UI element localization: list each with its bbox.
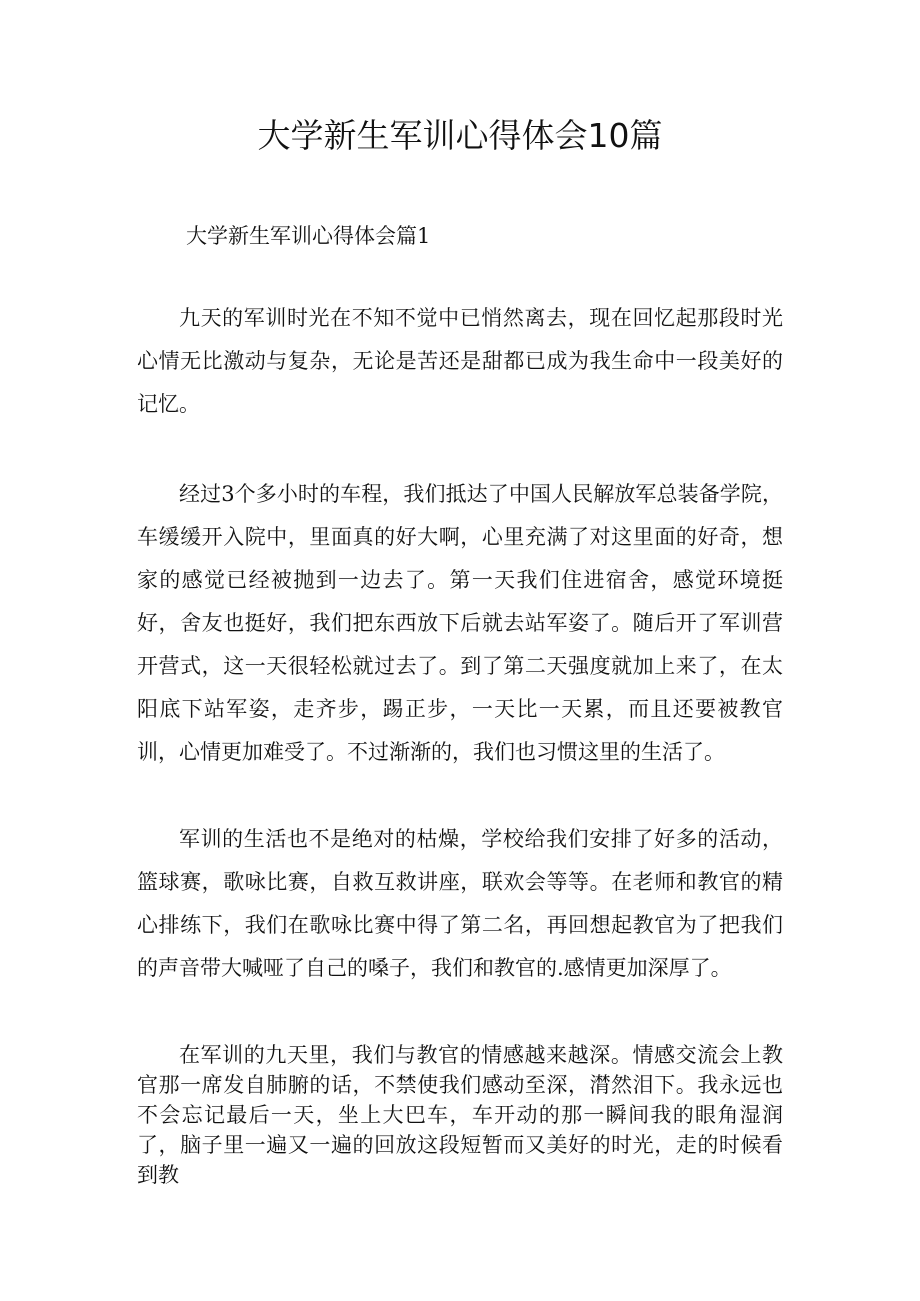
paragraph-1: 九天的军训时光在不知不觉中已悄然离去，现在回忆起那段时光心情无比激动与复杂，无论是苦还是甜都已成为我生命中一段美好的记忆。 [137,306,783,416]
paragraph-3: 军训的生活也不是绝对的枯燥，学校给我们安排了好多的活动，篮球赛，歌咏比赛，自救互救讲座，联欢会等等。在老师和教官的精心排练下，我们在歌咏比赛中得了第二名，再回想起教官为了把我们的声音带大喊哑了自己的嗓子，我们和教官的.感情更加深厚了。 [137,827,783,980]
section-heading: 大学新生军训心得体会篇1 [186,224,431,248]
document-title: 大学新生军训心得体会10篇 [257,116,663,155]
paragraph-4: 在军训的九天里，我们与教官的情感越来越深。情感交流会上教官那一席发自肺腑的话，不禁使我们感动至深，潸然泪下。我永远也不会忘记最后一天，坐上大巴车，车开动的那一瞬间我的眼角湿润了，脑子里一遍又一遍的回放这段短暂而又美好的时光，走的时候看到教 [137,1043,783,1187]
paragraph-2: 经过3个多小时的车程，我们抵达了中国人民解放军总装备学院，车缓缓开入院中，里面真的好大啊，心里充满了对这里面的好奇，想家的感觉已经被抛到一边去了。第一天我们住进宿舍，感觉环境挺好，舍友也挺好，我们把东西放下后就去站军姿了。随后开了军训营开营式，这一天很轻松就过去了。到了第二天强度就加上来了，在太阳底下站军姿，走齐步，踢正步，一天比一天累，而且还要被教官训，心情更加难受了。不过渐渐的，我们也习惯这里的生活了。 [137,482,783,764]
